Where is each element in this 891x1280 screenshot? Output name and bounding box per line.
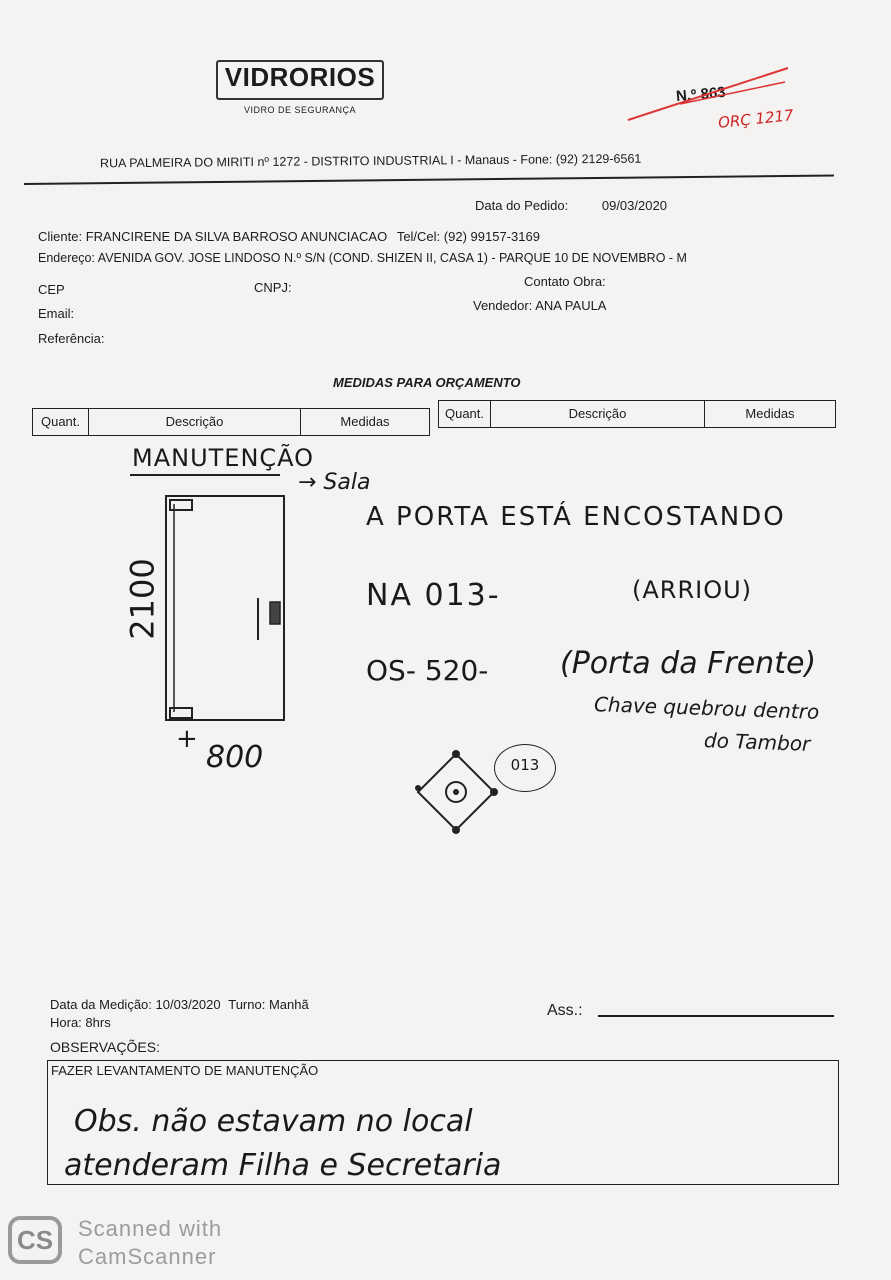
phone-label: Tel/Cel:: [396, 229, 441, 244]
client-label: Cliente:: [38, 229, 83, 244]
observations-text: FAZER LEVANTAMENTO DE MANUTENÇÃO: [51, 1063, 319, 1078]
hand-line3b: (Porta da Frente): [560, 646, 817, 681]
col-descricao: Descrição: [89, 409, 301, 435]
col-quant: Quant.: [33, 409, 89, 435]
hour-value: 8hrs: [85, 1015, 111, 1030]
shift-label: Turno:: [228, 997, 266, 1012]
section-title: MEDIDAS PARA ORÇAMENTO: [333, 375, 521, 390]
hand-line2a: NA 013-: [366, 578, 501, 613]
client-value: FRANCIRENE DA SILVA BARROSO ANUNCIACAO: [85, 229, 388, 244]
seller-row: [473, 298, 606, 313]
hour-row: [50, 1015, 111, 1030]
observations-label: OBSERVAÇÕES:: [50, 1039, 160, 1055]
order-date-label: Data do Pedido:: [475, 198, 569, 213]
measure-date-row: [50, 997, 309, 1012]
hand-obs2: atenderam Filha e Secretaria: [64, 1148, 502, 1183]
doc-number-value: 863: [699, 83, 727, 103]
signature-line: [598, 1015, 834, 1017]
col-quant-2: Quant.: [439, 401, 491, 427]
camscanner-logo: CS: [8, 1216, 62, 1264]
hand-obs1: Obs. não estavam no local: [74, 1104, 473, 1139]
company-address: RUA PALMEIRA DO MIRITI nº 1272 - DISTRITO INDUSTRIAL I - Manaus - Fone: (92) 2129-6561: [99, 151, 642, 171]
hand-line4: Chave quebrou dentro: [593, 692, 820, 724]
hand-line5: do Tambor: [703, 728, 811, 756]
seller-label: Vendedor:: [473, 298, 533, 313]
hour-label: Hora:: [50, 1015, 82, 1030]
hand-title: MANUTENÇÃO: [132, 444, 315, 472]
hand-width: 800: [206, 740, 264, 775]
doc-number-label: N.º: [675, 86, 698, 106]
seller-value: ANA PAULA: [535, 298, 607, 313]
client-row: [38, 229, 540, 244]
watermark-line2: CamScanner: [78, 1244, 217, 1269]
address-value: AVENIDA GOV. JOSE LINDOSO N.º S/N (COND. SHIZEN II, CASA 1) - PARQUE 10 DE NOVEMBRO - M: [97, 251, 687, 265]
company-logo: VIDRORIOS: [224, 62, 376, 92]
hand-line3a: OS- 520-: [366, 654, 489, 687]
cep-label: CEP: [38, 282, 65, 297]
measure-date-label: Data da Medição:: [50, 997, 152, 1012]
email-label: Email:: [38, 306, 75, 321]
hand-room: → Sala: [298, 470, 371, 495]
table-header-left: [32, 408, 430, 436]
hand-tag: 013: [510, 756, 540, 774]
shift-value: Manhã: [268, 997, 309, 1012]
title-underline: [130, 474, 280, 476]
table-header-right: [438, 400, 836, 428]
col-medidas: Medidas: [340, 414, 390, 429]
signature-label: Ass.:: [547, 1002, 583, 1019]
address-label: Endereço:: [38, 251, 95, 265]
order-date-value: 09/03/2020: [601, 198, 667, 213]
col-descricao-2: Descrição: [491, 401, 705, 427]
phone-value: (92) 99157-3169: [443, 229, 540, 244]
hand-line2b: (ARRIOU): [632, 576, 753, 604]
watermark-line1: Scanned with: [78, 1216, 223, 1241]
measure-date-value: 10/03/2020: [155, 997, 221, 1012]
cnpj-label: CNPJ:: [254, 280, 292, 295]
address-row: [38, 251, 687, 265]
hand-line1: A PORTA ESTÁ ENCOSTANDO: [366, 502, 786, 532]
contact-label: Contato Obra:: [524, 274, 606, 289]
hand-height: 2100: [123, 558, 162, 640]
company-tagline: VIDRO DE SEGURANÇA: [243, 105, 357, 115]
order-date: [475, 198, 667, 213]
lock-diagram: [410, 748, 500, 838]
hand-plus: +: [176, 724, 198, 754]
reference-label: Referência:: [38, 331, 105, 346]
handwritten-ref: ORÇ 1217: [717, 106, 795, 132]
col-medidas-2: Medidas: [745, 406, 795, 421]
header-rule: [24, 175, 834, 185]
door-sketch: [160, 490, 300, 730]
